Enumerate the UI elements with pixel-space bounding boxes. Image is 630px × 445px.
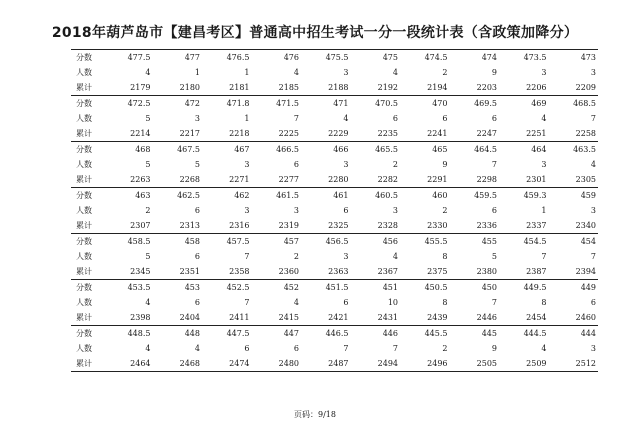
count-cell: 4 [145,298,151,307]
cumulative-row [71,264,598,280]
cumulative-row [71,310,598,326]
count-row-label: 人数 [76,252,92,261]
count-row [71,249,598,264]
cumulative-cell: 2411 [229,313,250,322]
score-cell: 457 [252,234,302,250]
score-cell: 446.5 [301,326,351,342]
score-cell: 464 [499,142,549,158]
count-cell: 6 [392,114,398,123]
cumulative-cell: 2209 [575,83,596,92]
cumulative-cell: 2363 [328,267,349,276]
cumulative-cell: 2258 [575,129,596,138]
score-row-label: 分数 [71,142,103,158]
cumulative-cell: 2509 [499,356,549,372]
score-distribution-table [71,49,598,372]
cumulative-cell: 2251 [526,129,547,138]
count-cell: 6 [244,344,250,353]
score-cell: 476 [252,50,302,66]
score-cell: 472.5 [103,96,153,112]
count-cell: 3 [590,68,596,77]
score-cell: 452 [252,280,302,296]
count-cell: 6 [194,252,200,261]
count-row [71,157,598,172]
count-row [71,203,598,218]
count-cell: 6 [194,206,200,215]
count-cell: 7 [491,298,497,307]
count-cell: 4 [392,68,398,77]
count-row-label: 人数 [76,206,92,215]
count-cell: 6 [442,114,448,123]
count-cell: 7 [590,252,596,261]
score-cell: 474.5 [400,50,450,66]
score-cell: 472 [153,96,203,112]
cumulative-cell: 2480 [252,356,302,372]
score-cell: 458 [153,234,203,250]
cumulative-row-label: 累计 [76,83,92,92]
count-cell: 6 [491,114,497,123]
count-cell: 5 [194,160,200,169]
score-row-label: 分数 [71,280,103,296]
cumulative-cell: 2316 [229,221,250,230]
cumulative-cell: 2367 [377,267,398,276]
score-cell: 444 [549,326,599,342]
count-cell: 4 [145,68,151,77]
count-cell: 4 [293,298,299,307]
count-cell: 5 [145,252,151,261]
count-cell: 8 [541,298,547,307]
cumulative-cell: 2394 [575,267,596,276]
count-cell: 1 [244,114,250,123]
count-cell: 7 [343,344,349,353]
score-cell: 464.5 [450,142,500,158]
score-cell: 456.5 [301,234,351,250]
score-cell: 451.5 [301,280,351,296]
score-row [71,50,598,66]
cumulative-cell: 2241 [427,129,448,138]
score-cell: 448.5 [103,326,153,342]
score-cell: 455 [450,234,500,250]
cumulative-cell: 2291 [427,175,448,184]
score-cell: 447 [252,326,302,342]
count-row-label: 人数 [76,160,92,169]
score-distribution-table-container [71,49,598,372]
score-cell: 461.5 [252,188,302,204]
count-cell: 6 [293,344,299,353]
score-row-label: 分数 [71,188,103,204]
count-cell: 3 [343,68,349,77]
score-cell: 444.5 [499,326,549,342]
score-cell: 467 [202,142,252,158]
cumulative-cell: 2421 [328,313,349,322]
score-cell: 477 [153,50,203,66]
score-cell: 457.5 [202,234,252,250]
cumulative-cell: 2404 [179,313,200,322]
score-row [71,96,598,112]
cumulative-cell: 2271 [229,175,250,184]
score-cell: 459 [549,188,599,204]
cumulative-cell: 2192 [377,83,398,92]
cumulative-cell: 2446 [476,313,497,322]
count-row [71,111,598,126]
count-row-label: 人数 [76,344,92,353]
score-row-label: 分数 [71,50,103,66]
cumulative-cell: 2280 [328,175,349,184]
cumulative-cell: 2464 [103,356,153,372]
cumulative-cell: 2277 [278,175,299,184]
score-cell: 453.5 [103,280,153,296]
score-cell: 462.5 [153,188,203,204]
cumulative-cell: 2496 [400,356,450,372]
count-cell: 3 [392,206,398,215]
cumulative-cell: 2180 [179,83,200,92]
cumulative-cell: 2358 [229,267,250,276]
count-cell: 7 [541,252,547,261]
score-cell: 463.5 [549,142,599,158]
count-row-label: 人数 [76,298,92,307]
score-cell: 445.5 [400,326,450,342]
cumulative-cell: 2179 [130,83,151,92]
score-cell: 462 [202,188,252,204]
cumulative-cell: 2460 [575,313,596,322]
cumulative-cell: 2351 [179,267,200,276]
count-cell: 4 [145,344,151,353]
score-cell: 469 [499,96,549,112]
count-cell: 5 [145,160,151,169]
count-cell: 4 [541,114,547,123]
score-cell: 460.5 [351,188,401,204]
page-number: 页码：9/18 [294,410,336,419]
count-cell: 3 [541,68,547,77]
score-cell: 455.5 [400,234,450,250]
score-cell: 456 [351,234,401,250]
count-cell: 10 [387,298,398,307]
score-cell: 450 [450,280,500,296]
cumulative-cell: 2415 [278,313,299,322]
score-cell: 475.5 [301,50,351,66]
cumulative-row [71,218,598,234]
cumulative-cell: 2505 [450,356,500,372]
cumulative-cell: 2345 [130,267,151,276]
score-cell: 446 [351,326,401,342]
count-cell: 6 [491,206,497,215]
score-row [71,234,598,250]
cumulative-cell: 2387 [526,267,547,276]
count-cell: 1 [541,206,547,215]
cumulative-cell: 2235 [377,129,398,138]
cumulative-cell: 2439 [427,313,448,322]
score-cell: 447.5 [202,326,252,342]
count-cell: 2 [145,206,151,215]
score-cell: 477.5 [103,50,153,66]
count-row [71,295,598,310]
count-cell: 2 [442,206,448,215]
cumulative-cell: 2305 [575,175,596,184]
count-row-label: 人数 [76,114,92,123]
cumulative-cell: 2229 [328,129,349,138]
score-cell: 471 [301,96,351,112]
score-cell: 467.5 [153,142,203,158]
cumulative-row-label: 累计 [76,221,92,230]
cumulative-cell: 2380 [476,267,497,276]
count-cell: 3 [590,206,596,215]
cumulative-cell: 2263 [130,175,151,184]
count-cell: 7 [293,114,299,123]
count-cell: 7 [590,114,596,123]
cumulative-row-label: 累计 [71,356,103,372]
cumulative-row-label: 累计 [76,129,92,138]
score-row-label: 分数 [71,234,103,250]
score-cell: 465.5 [351,142,401,158]
score-cell: 449 [549,280,599,296]
count-cell: 5 [491,252,497,261]
count-cell: 9 [491,344,497,353]
count-cell: 6 [590,298,596,307]
score-cell: 445 [450,326,500,342]
score-cell: 466 [301,142,351,158]
score-cell: 458.5 [103,234,153,250]
score-row-label: 分数 [71,96,103,112]
cumulative-cell: 2307 [130,221,151,230]
score-cell: 454.5 [499,234,549,250]
score-cell: 454 [549,234,599,250]
count-cell: 6 [343,206,349,215]
cumulative-cell: 2337 [526,221,547,230]
count-cell: 3 [541,160,547,169]
score-cell: 468 [103,142,153,158]
score-cell: 476.5 [202,50,252,66]
cumulative-cell: 2247 [476,129,497,138]
cumulative-row [71,126,598,142]
score-cell: 471.8 [202,96,252,112]
cumulative-cell: 2313 [179,221,200,230]
score-cell: 474 [450,50,500,66]
table-body [71,50,598,372]
cumulative-cell: 2217 [179,129,200,138]
score-cell: 459.5 [450,188,500,204]
score-cell: 468.5 [549,96,599,112]
cumulative-row-label: 累计 [76,175,92,184]
cumulative-cell: 2218 [229,129,250,138]
cumulative-cell: 2468 [153,356,203,372]
count-cell: 7 [244,298,250,307]
score-cell: 470.5 [351,96,401,112]
cumulative-cell: 2282 [377,175,398,184]
cumulative-cell: 2268 [179,175,200,184]
score-cell: 459.3 [499,188,549,204]
count-row-label: 人数 [76,68,92,77]
score-cell: 471.5 [252,96,302,112]
count-row [71,65,598,80]
count-cell: 3 [343,252,349,261]
count-row [71,341,598,356]
score-cell: 466.5 [252,142,302,158]
cumulative-cell: 2185 [278,83,299,92]
score-cell: 453 [153,280,203,296]
count-cell: 3 [194,114,200,123]
cumulative-cell: 2301 [526,175,547,184]
cumulative-cell: 2225 [278,129,299,138]
score-row [71,188,598,204]
count-cell: 4 [590,160,596,169]
cumulative-cell: 2474 [202,356,252,372]
count-cell: 6 [194,298,200,307]
score-cell: 451 [351,280,401,296]
score-row-label: 分数 [71,326,103,342]
score-row [71,280,598,296]
cumulative-cell: 2512 [549,356,599,372]
count-cell: 3 [590,344,596,353]
cumulative-cell: 2203 [476,83,497,92]
score-cell: 463 [103,188,153,204]
count-cell: 9 [491,68,497,77]
cumulative-cell: 2487 [301,356,351,372]
score-row [71,142,598,158]
score-cell: 469.5 [450,96,500,112]
cumulative-cell: 2188 [328,83,349,92]
count-cell: 2 [442,68,448,77]
count-cell: 3 [244,160,250,169]
cumulative-row [71,172,598,188]
cumulative-row-label: 累计 [76,313,92,322]
count-cell: 5 [145,114,151,123]
count-cell: 1 [244,68,250,77]
cumulative-cell: 2454 [526,313,547,322]
score-cell: 452.5 [202,280,252,296]
count-cell: 2 [442,344,448,353]
count-cell: 4 [392,252,398,261]
cumulative-cell: 2431 [377,313,398,322]
cumulative-cell: 2360 [278,267,299,276]
score-cell: 470 [400,96,450,112]
count-cell: 7 [491,160,497,169]
count-cell: 3 [293,206,299,215]
count-cell: 8 [442,252,448,261]
cumulative-cell: 2194 [427,83,448,92]
cumulative-cell: 2375 [427,267,448,276]
score-cell: 460 [400,188,450,204]
cumulative-cell: 2340 [575,221,596,230]
count-cell: 3 [343,160,349,169]
cumulative-cell: 2494 [351,356,401,372]
cumulative-cell: 2325 [328,221,349,230]
score-cell: 473.5 [499,50,549,66]
cumulative-cell: 2336 [476,221,497,230]
count-cell: 1 [194,68,200,77]
count-cell: 4 [293,68,299,77]
score-cell: 449.5 [499,280,549,296]
count-cell: 4 [343,114,349,123]
score-cell: 473 [549,50,599,66]
count-cell: 4 [194,344,200,353]
score-cell: 448 [153,326,203,342]
score-cell: 475 [351,50,401,66]
cumulative-cell: 2398 [130,313,151,322]
count-cell: 6 [343,298,349,307]
count-cell: 6 [293,160,299,169]
cumulative-cell: 2330 [427,221,448,230]
count-cell: 2 [392,160,398,169]
count-cell: 8 [442,298,448,307]
cumulative-row-label: 累计 [76,267,92,276]
cumulative-row [71,356,598,372]
count-cell: 3 [244,206,250,215]
score-cell: 450.5 [400,280,450,296]
cumulative-row [71,80,598,96]
count-cell: 9 [442,160,448,169]
cumulative-cell: 2328 [377,221,398,230]
cumulative-cell: 2214 [130,129,151,138]
cumulative-cell: 2298 [476,175,497,184]
score-cell: 465 [400,142,450,158]
count-cell: 7 [244,252,250,261]
cumulative-cell: 2206 [526,83,547,92]
count-cell: 2 [293,252,299,261]
score-row [71,326,598,342]
cumulative-cell: 2181 [229,83,250,92]
count-cell: 4 [541,344,547,353]
page-title: 2018年葫芦岛市【建昌考区】普通高中招生考试一分一段统计表（含政策加降分） [51,25,579,41]
cumulative-cell: 2319 [278,221,299,230]
score-cell: 461 [301,188,351,204]
count-cell: 7 [392,344,398,353]
